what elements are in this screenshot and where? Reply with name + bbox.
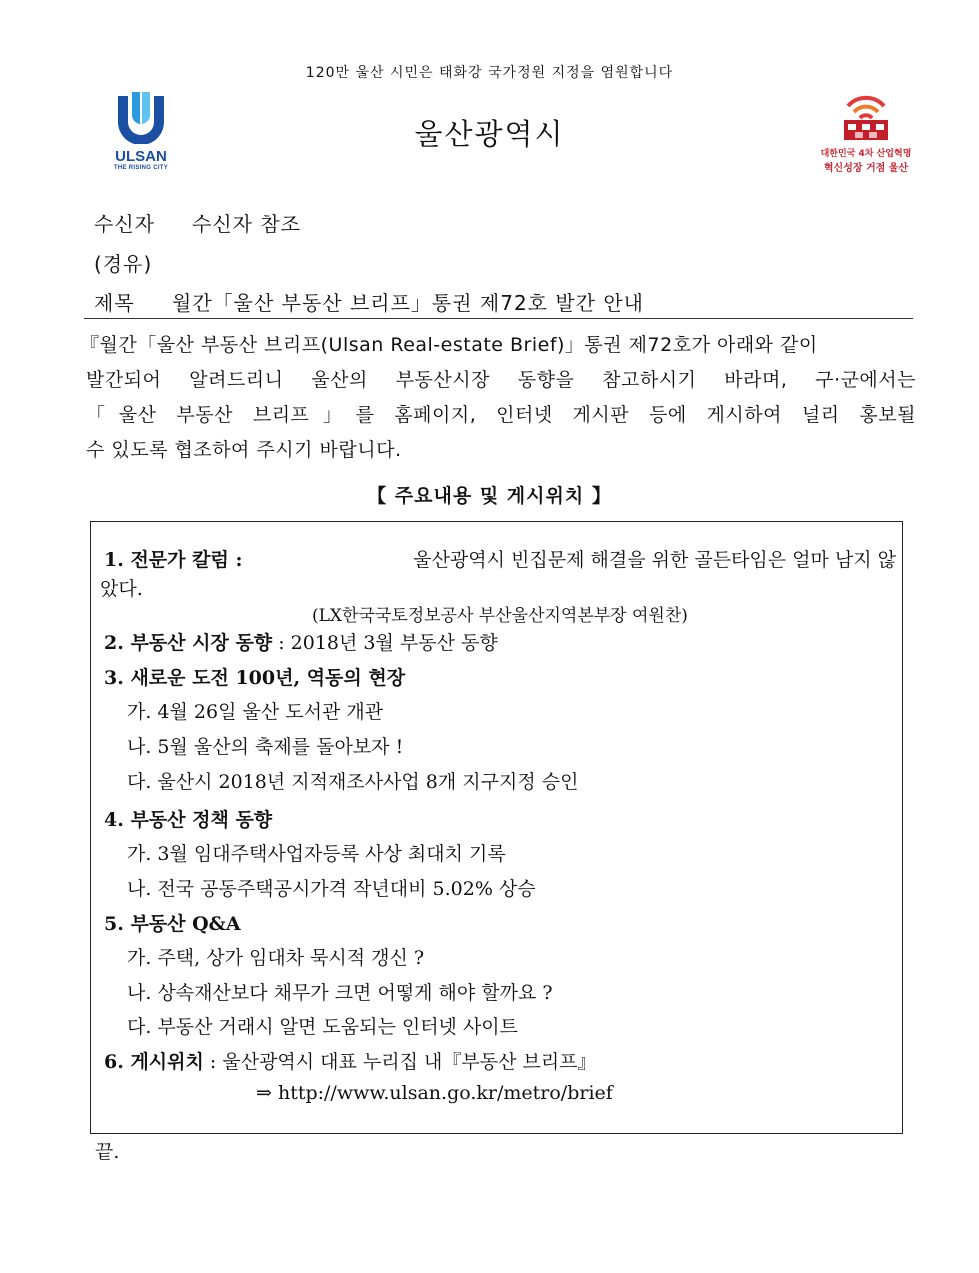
item-5-label: 5. 부동산 Q&A — [104, 913, 241, 935]
section-title: 【 주요내용 및 게시위치 】 — [367, 485, 612, 507]
slogan: 120만 울산 시민은 태화강 국가정원 지정을 염원합니다 — [305, 65, 674, 81]
ulsan-logo-subtext: THE RISING CITY — [113, 165, 169, 171]
item-5-sub-b: 나. 상속재산보다 채무가 크면 어떻게 해야 할까요 ? — [127, 982, 553, 1004]
subject-row — [94, 287, 644, 316]
item-2 — [104, 628, 498, 655]
innovation-logo-line1: 대한민국 4차 산업혁명 — [820, 149, 912, 159]
intro-line: 수 있도록 협조하여 주시기 바랍니다. — [86, 439, 402, 461]
item-3-sub-c: 다. 울산시 2018년 지적재조사사업 8개 지구지정 승인 — [127, 771, 579, 793]
intro-line: 「울산 부동산 브리프」를 홈페이지, 인터넷 게시판 등에 게시하여 널리 홍보될 — [86, 404, 916, 426]
item-3-sub-a: 가. 4월 26일 울산 도서관 개관 — [127, 701, 384, 723]
item-4-sub-a: 가. 3월 임대주택사업자등록 사상 최대치 기록 — [127, 843, 506, 865]
item-6-label: 6. 게시위치 — [104, 1051, 204, 1073]
brief-url-link[interactable]: ⇒ http://www.ulsan.go.kr/metro/brief — [256, 1082, 613, 1104]
closing-mark: 끝. — [95, 1141, 120, 1163]
item-5-sub-c: 다. 부동산 거래시 알면 도움되는 인터넷 사이트 — [127, 1016, 519, 1038]
innovation-hub-logo — [818, 86, 914, 182]
item-3-label: 3. 새로운 도전 100년, 역동의 현장 — [104, 667, 406, 689]
item-6 — [104, 1047, 597, 1074]
via-label: (경유) — [94, 252, 153, 276]
recipient-value: 수신자 참조 — [192, 212, 301, 236]
recipient-row — [94, 208, 301, 237]
subject-divider — [84, 318, 913, 319]
subject-value: 월간「울산 부동산 브리프」통권 제72호 발간 안내 — [172, 291, 644, 315]
ulsan-logo-text: ULSAN — [115, 148, 167, 165]
organization-name: 울산광역시 — [414, 117, 565, 151]
intro-line: 『월간「울산 부동산 브리프(Ulsan Real-estate Brief)」통권 제72호가 아래와 같이 — [80, 334, 818, 356]
item-1-author: (LX한국국토정보공사 부산울산지역본부장 여원찬) — [312, 606, 688, 626]
recipient-label: 수신자 — [94, 212, 155, 236]
item-1-text-cont: 았다. — [100, 578, 143, 600]
item-4-label: 4. 부동산 정책 동향 — [104, 809, 273, 831]
item-1 — [104, 545, 896, 572]
item-2-label: 2. 부동산 시장 동향 — [104, 632, 273, 654]
intro-line: 발간되어 알려드리니 울산의 부동산시장 동향을 참고하시기 바라며, 구·군에서는 — [86, 369, 916, 391]
innovation-logo-line2: 혁신성장 거점 울산 — [823, 163, 909, 174]
item-3-sub-b: 나. 5월 울산의 축제를 돌아보자 ! — [127, 736, 404, 758]
subject-label: 제목 — [94, 291, 135, 315]
item-6-text: : 울산광역시 대표 누리집 내『부동산 브리프』 — [203, 1051, 597, 1073]
item-1-text: 울산광역시 빈집문제 해결을 위한 골든타임은 얼마 남지 않 — [413, 549, 896, 571]
item-5-sub-a: 가. 주택, 상가 임대차 묵시적 갱신 ? — [127, 947, 425, 969]
item-2-text: : 2018년 3월 부동산 동향 — [272, 632, 498, 654]
item-1-label: 1. 전문가 칼럼 : — [104, 549, 243, 571]
item-4-sub-b: 나. 전국 공동주택공시가격 작년대비 5.02% 상승 — [127, 878, 536, 900]
intro-paragraph — [80, 328, 916, 468]
wifi-tower-logo-icon — [818, 86, 914, 142]
